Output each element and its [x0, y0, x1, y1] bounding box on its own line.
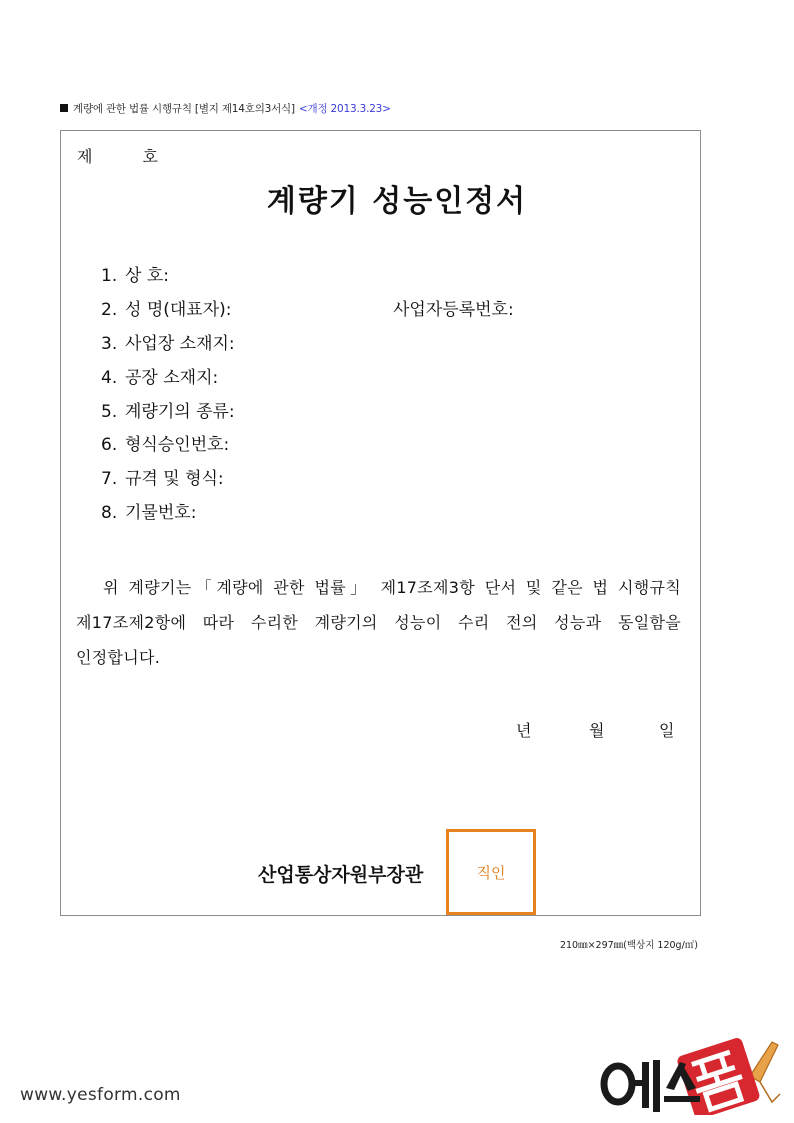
logo-glyph-ye [604, 1060, 660, 1112]
paper-specification: 210㎜×297㎜(백상지 120g/㎡) [559, 940, 698, 951]
website-link[interactable]: www.yesform.com [20, 1085, 181, 1105]
field-label: 계량기의 종류: [125, 402, 235, 422]
field-representative-name [101, 295, 232, 320]
field-company-name [101, 261, 169, 286]
statement-line: 제17조제2항에 따라 수리한 계량기의 성능이 수리 전의 성능과 동일함을 [76, 613, 681, 632]
date-month: 월 [589, 721, 605, 740]
field-business-address [101, 329, 235, 354]
field-business-registration-number: 사업자등록번호: [393, 300, 514, 320]
field-number: 4. [101, 368, 118, 388]
document-number [77, 144, 158, 167]
field-label: 상 호: [125, 266, 169, 286]
date-day: 일 [659, 721, 675, 740]
certificate-form-border [60, 130, 701, 916]
field-label: 형식승인번호: [125, 435, 230, 455]
field-number: 2. [101, 300, 118, 320]
pen-stroke-icon [760, 1082, 780, 1102]
form-reference-note [60, 101, 391, 116]
field-label: 기물번호: [125, 503, 197, 523]
field-specification-model [101, 464, 224, 489]
form-reference-text: 계량에 관한 법률 시행규칙 [별지 제14호의3서식] [73, 103, 295, 115]
field-serial-number [101, 498, 196, 523]
certification-statement [76, 570, 681, 675]
official-seal-box [446, 829, 536, 915]
square-bullet-icon [60, 104, 68, 112]
doc-number-prefix: 제 [77, 147, 93, 166]
yesform-logo [600, 1030, 785, 1115]
certificate-title: 계량기 성능인정서 [266, 184, 528, 219]
statement-line: 위 계량기는「계량에 관한 법률」 제17조제3항 단서 및 같은 법 시행규칙 [103, 578, 681, 597]
field-label: 성 명(대표자): [125, 300, 232, 320]
field-factory-address [101, 363, 218, 388]
pen-icon [750, 1042, 778, 1082]
revision-note: <개정 2013.3.23> [298, 103, 391, 115]
field-number: 8. [101, 503, 118, 523]
field-instrument-type [101, 397, 235, 422]
issuing-authority: 산업통상자원부장관 [258, 864, 424, 886]
field-type-approval-number [101, 430, 229, 455]
field-number: 7. [101, 469, 118, 489]
statement-line: 인정합니다. [76, 648, 161, 667]
doc-number-suffix: 호 [142, 147, 158, 166]
field-label: 사업장 소재지: [125, 334, 235, 354]
field-number: 6. [101, 435, 118, 455]
date-year: 년 [516, 721, 532, 740]
field-number: 3. [101, 334, 118, 354]
seal-label: 직인 [476, 863, 506, 882]
field-number: 5. [101, 402, 118, 422]
field-label: 규격 및 형식: [125, 469, 224, 489]
field-label: 공장 소재지: [125, 368, 219, 388]
field-number: 1. [101, 266, 118, 286]
